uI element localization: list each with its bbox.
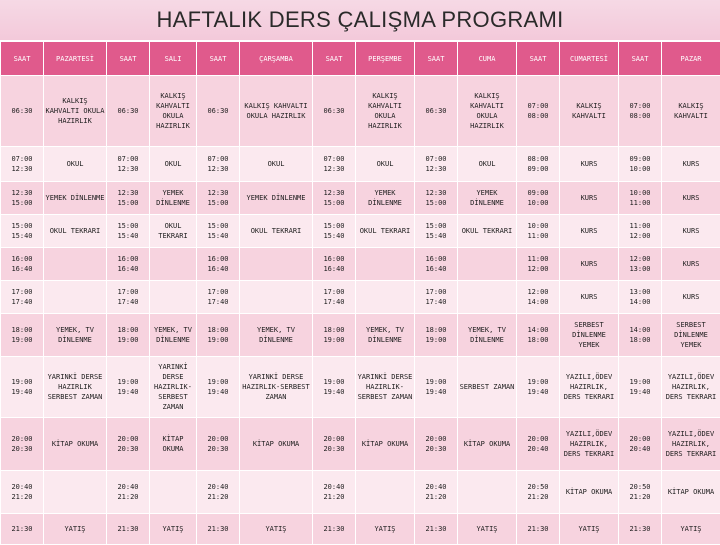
activity-cell-persembe <box>356 281 414 313</box>
time-cell-pazar: 14:00 18:00 <box>619 314 661 356</box>
time-cell-carsamba: 21:30 <box>197 514 239 544</box>
time-cell-pazartesi: 20:40 21:20 <box>1 471 43 513</box>
activity-cell-pazartesi: YEMEK, TV DİNLENME <box>44 314 106 356</box>
activity-cell-persembe: YATIŞ <box>356 514 414 544</box>
time-cell-sali: 12:30 15:00 <box>107 182 149 214</box>
activity-cell-cumartesi: KİTAP OKUMA <box>560 471 618 513</box>
time-cell-cuma: 20:00 20:30 <box>415 418 457 470</box>
time-cell-carsamba: 20:00 20:30 <box>197 418 239 470</box>
time-cell-pazartesi: 17:00 17:40 <box>1 281 43 313</box>
time-cell-carsamba: 16:00 16:40 <box>197 248 239 280</box>
title-bar <box>0 0 720 40</box>
time-cell-sali: 06:30 <box>107 76 149 146</box>
time-cell-sali: 19:00 19:40 <box>107 357 149 417</box>
activity-cell-pazar: KURS <box>662 281 720 313</box>
time-cell-cuma: 21:30 <box>415 514 457 544</box>
header-activity-cell-persembe: PERŞEMBE <box>356 42 414 75</box>
activity-cell-sali <box>150 281 196 313</box>
activity-cell-carsamba: OKUL TEKRARI <box>240 215 312 247</box>
activity-cell-pazar: KURS <box>662 182 720 214</box>
time-cell-sali: 20:40 21:20 <box>107 471 149 513</box>
time-cell-pazar: 20:00 20:40 <box>619 418 661 470</box>
time-cell-sali: 20:00 20:30 <box>107 418 149 470</box>
table-row <box>1 147 720 181</box>
time-cell-pazartesi: 07:00 12:30 <box>1 147 43 181</box>
time-cell-persembe: 21:30 <box>313 514 355 544</box>
activity-cell-carsamba: YEMEK, TV DİNLENME <box>240 314 312 356</box>
table-row <box>1 281 720 313</box>
time-cell-cuma: 12:30 15:00 <box>415 182 457 214</box>
time-cell-cumartesi: 09:00 10:00 <box>517 182 559 214</box>
time-cell-cumartesi: 08:00 09:00 <box>517 147 559 181</box>
activity-cell-persembe: YARINKİ DERSE HAZIRLIK-SERBEST ZAMAN <box>356 357 414 417</box>
activity-cell-sali: YATIŞ <box>150 514 196 544</box>
header-activity-cell-pazartesi: PAZARTESİ <box>44 42 106 75</box>
time-cell-cumartesi: 21:30 <box>517 514 559 544</box>
activity-cell-persembe: YEMEK, TV DİNLENME <box>356 314 414 356</box>
activity-cell-cuma: KALKIŞ KAHVALTI OKULA HAZIRLIK <box>458 76 516 146</box>
activity-cell-pazartesi <box>44 281 106 313</box>
table-row <box>1 215 720 247</box>
activity-cell-cuma <box>458 248 516 280</box>
time-cell-cumartesi: 19:00 19:40 <box>517 357 559 417</box>
time-cell-pazartesi: 06:30 <box>1 76 43 146</box>
time-cell-cuma: 16:00 16:40 <box>415 248 457 280</box>
activity-cell-persembe: OKUL TEKRARI <box>356 215 414 247</box>
time-cell-sali: 07:00 12:30 <box>107 147 149 181</box>
time-cell-cumartesi: 20:50 21:20 <box>517 471 559 513</box>
time-cell-pazartesi: 16:00 16:40 <box>1 248 43 280</box>
time-cell-sali: 15:00 15:40 <box>107 215 149 247</box>
activity-cell-sali: OKUL TEKRARI <box>150 215 196 247</box>
time-cell-pazar: 11:00 12:00 <box>619 215 661 247</box>
table-row <box>1 418 720 470</box>
header-activity-cell-sali: SALI <box>150 42 196 75</box>
activity-cell-pazartesi: YEMEK DİNLENME <box>44 182 106 214</box>
activity-cell-carsamba <box>240 471 312 513</box>
time-cell-pazartesi: 18:00 19:00 <box>1 314 43 356</box>
time-cell-pazar: 10:00 11:00 <box>619 182 661 214</box>
time-cell-persembe: 07:00 12:30 <box>313 147 355 181</box>
time-cell-pazar: 20:50 21:20 <box>619 471 661 513</box>
time-cell-cumartesi: 07:00 08:00 <box>517 76 559 146</box>
time-cell-carsamba: 20:40 21:20 <box>197 471 239 513</box>
time-cell-persembe: 18:00 19:00 <box>313 314 355 356</box>
activity-cell-carsamba: YEMEK DİNLENME <box>240 182 312 214</box>
activity-cell-carsamba: YATIŞ <box>240 514 312 544</box>
activity-cell-cuma: KİTAP OKUMA <box>458 418 516 470</box>
time-cell-pazartesi: 12:30 15:00 <box>1 182 43 214</box>
header-row <box>1 42 720 75</box>
time-cell-cuma: 15:00 15:40 <box>415 215 457 247</box>
activity-cell-sali <box>150 248 196 280</box>
table-row <box>1 76 720 146</box>
activity-cell-sali: OKUL <box>150 147 196 181</box>
activity-cell-cuma: YATIŞ <box>458 514 516 544</box>
header-time-cell-cumartesi: SAAT <box>517 42 559 75</box>
activity-cell-sali: YEMEK DİNLENME <box>150 182 196 214</box>
table-row <box>1 357 720 417</box>
activity-cell-sali <box>150 471 196 513</box>
table-row <box>1 182 720 214</box>
time-cell-cumartesi: 10:00 11:00 <box>517 215 559 247</box>
time-cell-carsamba: 12:30 15:00 <box>197 182 239 214</box>
time-cell-cuma: 17:00 17:40 <box>415 281 457 313</box>
time-cell-carsamba: 15:00 15:40 <box>197 215 239 247</box>
activity-cell-cumartesi: KALKIŞ KAHVALTI <box>560 76 618 146</box>
time-cell-sali: 21:30 <box>107 514 149 544</box>
activity-cell-pazartesi: OKUL TEKRARI <box>44 215 106 247</box>
time-cell-pazartesi: 20:00 20:30 <box>1 418 43 470</box>
activity-cell-sali: YEMEK, TV DİNLENME <box>150 314 196 356</box>
header-time-cell-cuma: SAAT <box>415 42 457 75</box>
time-cell-pazar: 09:00 10:00 <box>619 147 661 181</box>
activity-cell-pazar: SERBEST DİNLENME YEMEK <box>662 314 720 356</box>
time-cell-cumartesi: 12:00 14:00 <box>517 281 559 313</box>
activity-cell-cuma: YEMEK DİNLENME <box>458 182 516 214</box>
activity-cell-cumartesi: YATIŞ <box>560 514 618 544</box>
time-cell-persembe: 15:00 15:40 <box>313 215 355 247</box>
activity-cell-sali: KALKIŞ KAHVALTI OKULA HAZIRLIK <box>150 76 196 146</box>
header-activity-cell-cumartesi: CUMARTESİ <box>560 42 618 75</box>
time-cell-carsamba: 18:00 19:00 <box>197 314 239 356</box>
activity-cell-persembe: YEMEK DİNLENME <box>356 182 414 214</box>
activity-cell-pazar: KURS <box>662 248 720 280</box>
time-cell-pazar: 13:00 14:00 <box>619 281 661 313</box>
activity-cell-pazar: YATIŞ <box>662 514 720 544</box>
header-activity-cell-pazar: PAZAR <box>662 42 720 75</box>
time-cell-cumartesi: 20:00 20:40 <box>517 418 559 470</box>
activity-cell-persembe: KİTAP OKUMA <box>356 418 414 470</box>
activity-cell-persembe: OKUL <box>356 147 414 181</box>
activity-cell-cuma: SERBEST ZAMAN <box>458 357 516 417</box>
header-activity-cell-cuma: CUMA <box>458 42 516 75</box>
time-cell-persembe: 17:00 17:40 <box>313 281 355 313</box>
time-cell-persembe: 12:30 15:00 <box>313 182 355 214</box>
activity-cell-cumartesi: YAZILI,ÖDEV HAZIRLIK, DERS TEKRARI <box>560 418 618 470</box>
activity-cell-persembe: KALKIŞ KAHVALTI OKULA HAZIRLIK <box>356 76 414 146</box>
time-cell-cuma: 20:40 21:20 <box>415 471 457 513</box>
time-cell-carsamba: 06:30 <box>197 76 239 146</box>
activity-cell-pazar: KİTAP OKUMA <box>662 471 720 513</box>
time-cell-persembe: 06:30 <box>313 76 355 146</box>
activity-cell-cuma <box>458 281 516 313</box>
activity-cell-pazartesi: YATIŞ <box>44 514 106 544</box>
activity-cell-cumartesi: YAZILI,ÖDEV HAZIRLIK, DERS TEKRARI <box>560 357 618 417</box>
activity-cell-pazartesi: OKUL <box>44 147 106 181</box>
time-cell-cuma: 19:00 19:40 <box>415 357 457 417</box>
header-time-cell-persembe: SAAT <box>313 42 355 75</box>
activity-cell-pazartesi: YARINKİ DERSE HAZIRLIK SERBEST ZAMAN <box>44 357 106 417</box>
activity-cell-pazartesi: KİTAP OKUMA <box>44 418 106 470</box>
time-cell-cuma: 18:00 19:00 <box>415 314 457 356</box>
activity-cell-cuma: YEMEK, TV DİNLENME <box>458 314 516 356</box>
activity-cell-pazartesi: KALKIŞ KAHVALTI OKULA HAZIRLIK <box>44 76 106 146</box>
activity-cell-cumartesi: SERBEST DİNLENME YEMEK <box>560 314 618 356</box>
activity-cell-pazar: KURS <box>662 147 720 181</box>
header-activity-cell-carsamba: ÇARŞAMBA <box>240 42 312 75</box>
activity-cell-cuma: OKUL <box>458 147 516 181</box>
activity-cell-sali: KİTAP OKUMA <box>150 418 196 470</box>
header-time-cell-pazartesi: SAAT <box>1 42 43 75</box>
time-cell-pazar: 12:00 13:00 <box>619 248 661 280</box>
header-time-cell-carsamba: SAAT <box>197 42 239 75</box>
time-cell-cuma: 06:30 <box>415 76 457 146</box>
time-cell-carsamba: 17:00 17:40 <box>197 281 239 313</box>
activity-cell-pazar: YAZILI,ÖDEV HAZIRLIK, DERS TEKRARI <box>662 357 720 417</box>
activity-cell-pazartesi <box>44 471 106 513</box>
schedule-table <box>0 41 720 545</box>
time-cell-pazar: 21:30 <box>619 514 661 544</box>
time-cell-persembe: 19:00 19:40 <box>313 357 355 417</box>
activity-cell-cumartesi: KURS <box>560 147 618 181</box>
activity-cell-pazar: KALKIŞ KAHVALTI <box>662 76 720 146</box>
time-cell-carsamba: 07:00 12:30 <box>197 147 239 181</box>
activity-cell-cumartesi: KURS <box>560 248 618 280</box>
table-row <box>1 248 720 280</box>
activity-cell-carsamba: KİTAP OKUMA <box>240 418 312 470</box>
activity-cell-cuma: OKUL TEKRARI <box>458 215 516 247</box>
activity-cell-pazar: KURS <box>662 215 720 247</box>
time-cell-sali: 17:00 17:40 <box>107 281 149 313</box>
activity-cell-pazartesi <box>44 248 106 280</box>
activity-cell-cuma <box>458 471 516 513</box>
activity-cell-pazar: YAZILI,ÖDEV HAZIRLIK, DERS TEKRARI <box>662 418 720 470</box>
activity-cell-carsamba: KALKIŞ KAHVALTI OKULA HAZIRLIK <box>240 76 312 146</box>
time-cell-persembe: 16:00 16:40 <box>313 248 355 280</box>
header-time-cell-pazar: SAAT <box>619 42 661 75</box>
time-cell-pazartesi: 19:00 19:40 <box>1 357 43 417</box>
table-row <box>1 314 720 356</box>
activity-cell-carsamba: YARINKİ DERSE HAZIRLIK-SERBEST ZAMAN <box>240 357 312 417</box>
activity-cell-carsamba <box>240 248 312 280</box>
time-cell-pazartesi: 21:30 <box>1 514 43 544</box>
activity-cell-sali: YARINKİ DERSE HAZIRLIK-SERBEST ZAMAN <box>150 357 196 417</box>
table-row <box>1 471 720 513</box>
time-cell-persembe: 20:00 20:30 <box>313 418 355 470</box>
header-time-cell-sali: SAAT <box>107 42 149 75</box>
time-cell-cuma: 07:00 12:30 <box>415 147 457 181</box>
time-cell-persembe: 20:40 21:20 <box>313 471 355 513</box>
time-cell-pazartesi: 15:00 15:40 <box>1 215 43 247</box>
time-cell-sali: 18:00 19:00 <box>107 314 149 356</box>
activity-cell-cumartesi: KURS <box>560 215 618 247</box>
time-cell-carsamba: 19:00 19:40 <box>197 357 239 417</box>
time-cell-cumartesi: 11:00 12:00 <box>517 248 559 280</box>
time-cell-sali: 16:00 16:40 <box>107 248 149 280</box>
time-cell-cumartesi: 14:00 18:00 <box>517 314 559 356</box>
activity-cell-carsamba <box>240 281 312 313</box>
activity-cell-cumartesi: KURS <box>560 182 618 214</box>
page-title: HAFTALIK DERS ÇALIŞMA PROGRAMI <box>156 7 564 32</box>
activity-cell-persembe <box>356 471 414 513</box>
activity-cell-persembe <box>356 248 414 280</box>
activity-cell-carsamba: OKUL <box>240 147 312 181</box>
activity-cell-cumartesi: KURS <box>560 281 618 313</box>
time-cell-pazar: 19:00 19:40 <box>619 357 661 417</box>
time-cell-pazar: 07:00 08:00 <box>619 76 661 146</box>
